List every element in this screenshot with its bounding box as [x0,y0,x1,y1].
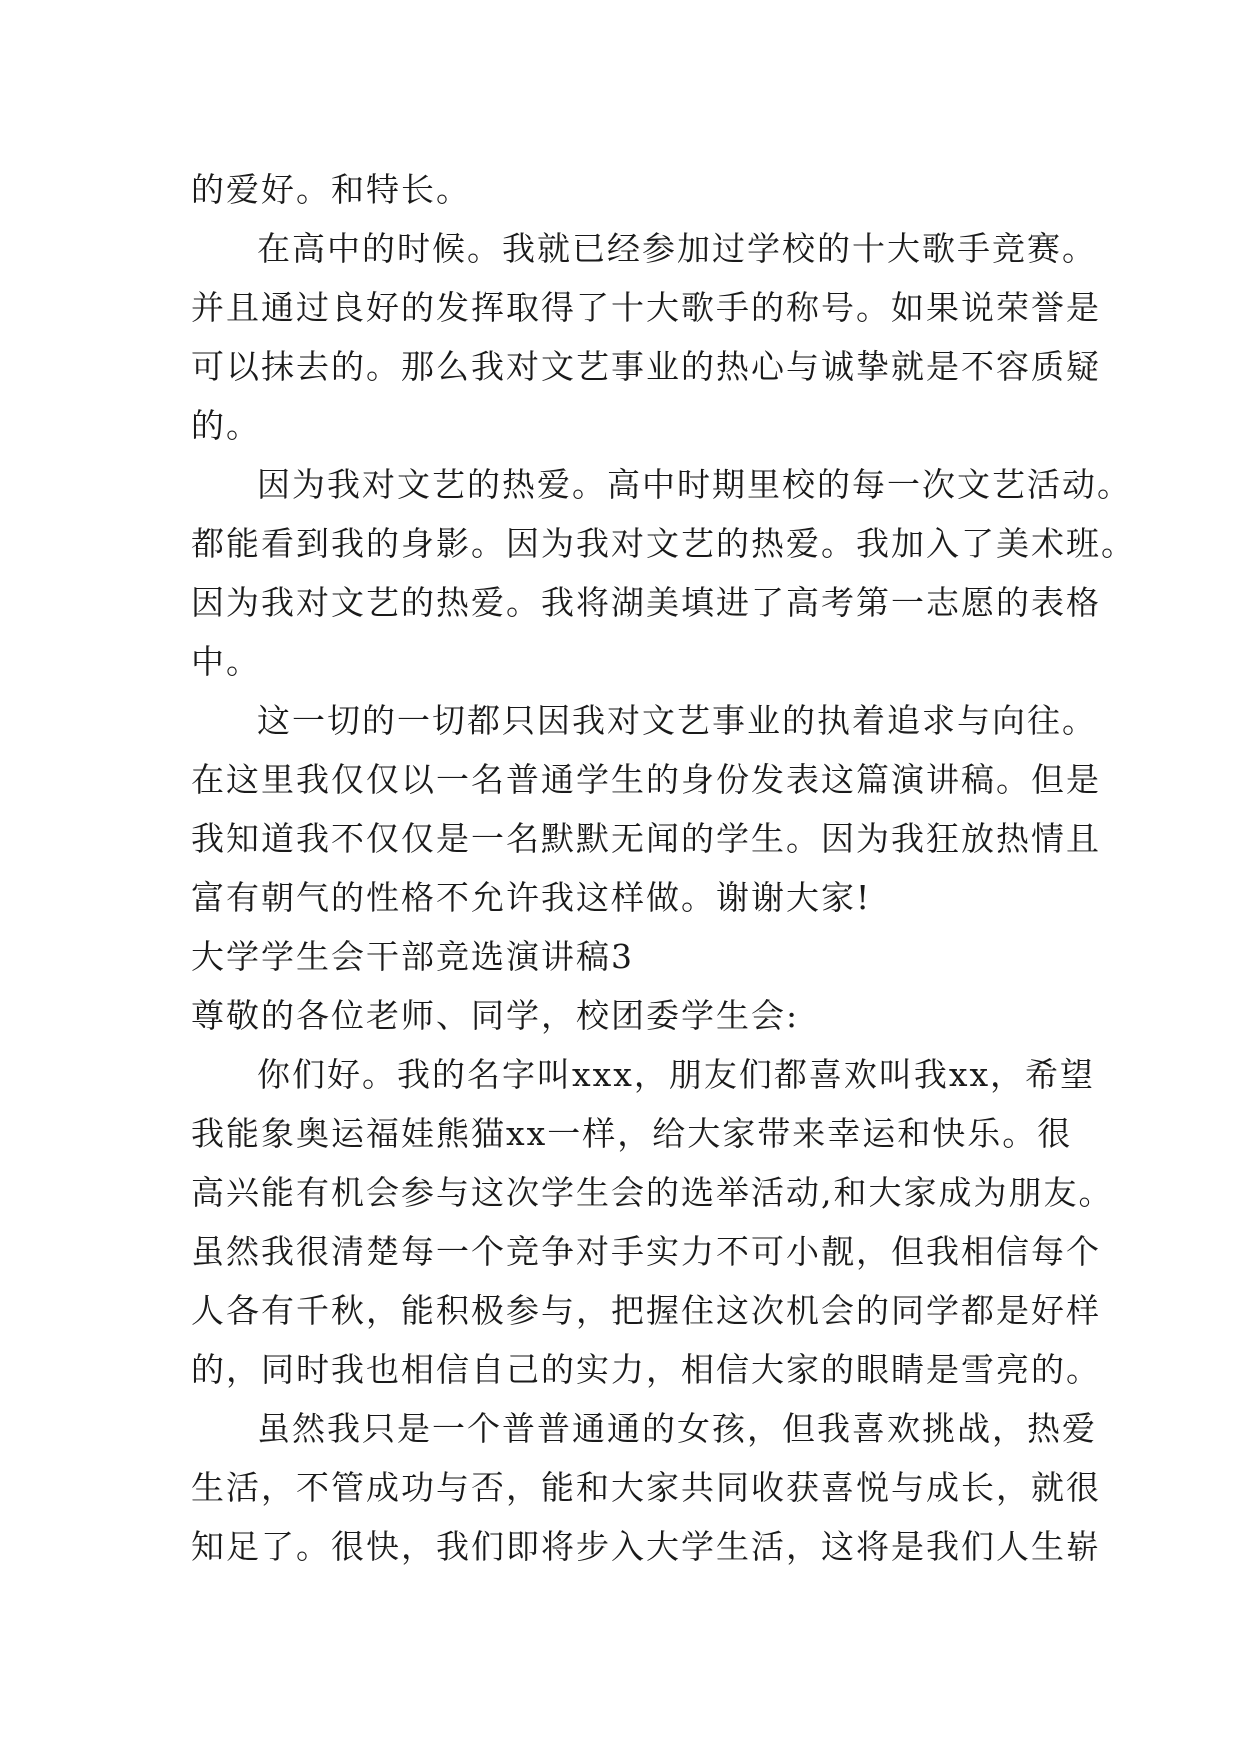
text-line: 的，同时我也相信自己的实力，相信大家的眼睛是雪亮的。 [191,1350,1101,1389]
text-line: 人各有千秋，能积极参与，把握住这次机会的同学都是好样 [191,1291,1101,1330]
document-body [191,160,1136,1576]
salutation-line: 尊敬的各位老师、同学，校团委学生会: [191,996,800,1035]
text-line: 知足了。很快，我们即将步入大学生活，这将是我们人生崭 [191,1527,1101,1566]
text-line: 生活，不管成功与否，能和大家共同收获喜悦与成长，就很 [191,1468,1101,1507]
text-line: 高兴能有机会参与这次学生会的选举活动,和大家成为朋友。 [191,1173,1114,1212]
text-line: 可以抹去的。那么我对文艺事业的热心与诚挚就是不容质疑 [191,347,1101,386]
text-line: 并且通过良好的发挥取得了十大歌手的称号。如果说荣誉是 [191,288,1101,327]
paragraph-start-line: 这一切的一切都只因我对文艺事业的执着追求与向往。 [257,701,1097,740]
paragraph-start-line: 虽然我只是一个普普通通的女孩，但我喜欢挑战，热爱 [257,1409,1097,1448]
text-line: 因为我对文艺的热爱。我将湖美填进了高考第一志愿的表格 [191,583,1101,622]
paragraph-start-line: 因为我对文艺的热爱。高中时期里校的每一次文艺活动。 [257,465,1132,504]
text-line: 的爱好。和特长。 [191,170,471,209]
section-title: 大学学生会干部竞选演讲稿3 [191,937,634,976]
paragraph-start-line: 在高中的时候。我就已经参加过学校的十大歌手竞赛。 [257,229,1097,268]
text-line: 在这里我仅仅以一名普通学生的身份发表这篇演讲稿。但是 [191,760,1101,799]
paragraph-start-line: 你们好。我的名字叫xxx，朋友们都喜欢叫我xx，希望 [257,1055,1096,1094]
text-line: 富有朝气的性格不允许我这样做。谢谢大家! [191,878,872,917]
text-line: 我能象奥运福娃熊猫xx一样，给大家带来幸运和快乐。很 [191,1114,1073,1153]
text-line: 都能看到我的身影。因为我对文艺的热爱。我加入了美术班。 [191,524,1136,563]
text-line: 的。 [191,406,261,445]
text-line: 我知道我不仅仅是一名默默无闻的学生。因为我狂放热情且 [191,819,1101,858]
text-line: 虽然我很清楚每一个竞争对手实力不可小靓，但我相信每个 [191,1232,1101,1271]
text-line: 中。 [191,642,261,681]
